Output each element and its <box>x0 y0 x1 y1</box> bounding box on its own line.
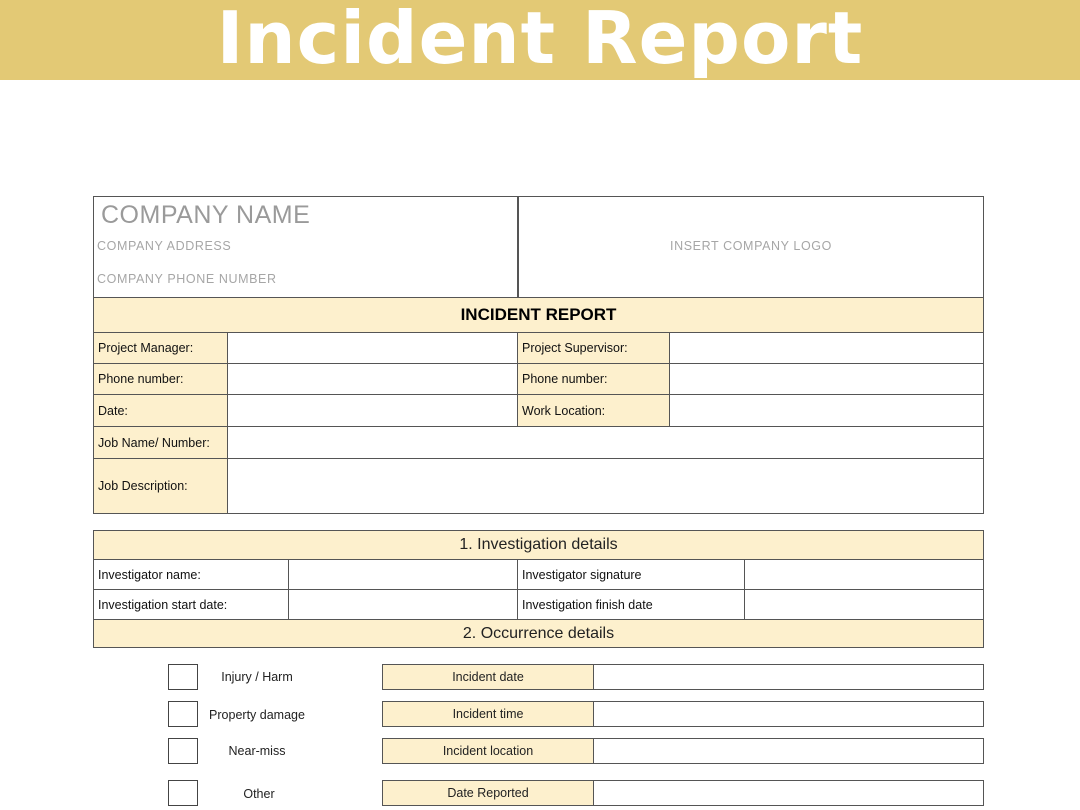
date-label: Date: <box>93 394 228 427</box>
investigation-start-date-field[interactable] <box>288 589 518 620</box>
company-phone: COMPANY PHONE NUMBER <box>97 272 277 286</box>
title-banner <box>0 0 1080 80</box>
project-manager-label: Project Manager: <box>93 332 228 364</box>
incident-time-label-text: Incident time <box>452 707 524 721</box>
incident-report-title: INCIDENT REPORT <box>460 305 617 324</box>
incident-location-label <box>382 738 594 764</box>
incident-date-field[interactable] <box>593 664 984 690</box>
incident-time-field[interactable] <box>593 701 984 727</box>
company-address: COMPANY ADDRESS <box>97 239 232 253</box>
investigator-signature-field[interactable] <box>744 559 984 590</box>
banner-title: Incident Report <box>216 0 864 80</box>
job-description-label: Job Description: <box>93 458 228 514</box>
date-field[interactable] <box>227 394 518 427</box>
incident-location-field[interactable] <box>593 738 984 764</box>
project-manager-field[interactable] <box>227 332 518 364</box>
work-location-field[interactable] <box>669 394 984 427</box>
incident-location-label-text: Incident location <box>442 744 534 758</box>
incident-time-label <box>382 701 594 727</box>
occurrence-details-header <box>93 619 984 648</box>
property-damage-label: Property damage <box>209 708 305 722</box>
phone-number-label-right: Phone number: <box>517 363 670 395</box>
investigation-finish-date-label: Investigation finish date <box>517 589 745 620</box>
incident-report-header <box>93 297 984 333</box>
near-miss-checkbox[interactable] <box>168 738 198 764</box>
job-name-number-field[interactable] <box>227 426 984 459</box>
project-supervisor-label: Project Supervisor: <box>517 332 670 364</box>
investigation-details-title: 1. Investigation details <box>459 536 618 553</box>
phone-number-field-right[interactable] <box>669 363 984 395</box>
company-name: COMPANY NAME <box>101 201 311 229</box>
other-checkbox[interactable] <box>168 780 198 806</box>
date-reported-label-text: Date Reported <box>447 786 529 800</box>
incident-date-label-text: Incident date <box>452 670 524 684</box>
other-label: Other <box>243 787 275 801</box>
work-location-label: Work Location: <box>517 394 670 427</box>
investigation-start-date-label: Investigation start date: <box>93 589 289 620</box>
investigation-details-header <box>93 530 984 560</box>
date-reported-label <box>382 780 594 806</box>
phone-number-label-left: Phone number: <box>93 363 228 395</box>
investigator-name-label: Investigator name: <box>93 559 289 590</box>
investigation-finish-date-field[interactable] <box>744 589 984 620</box>
injury-harm-checkbox[interactable] <box>168 664 198 690</box>
property-damage-checkbox[interactable] <box>168 701 198 727</box>
injury-harm-label: Injury / Harm <box>221 670 293 684</box>
job-name-number-label: Job Name/ Number: <box>93 426 228 459</box>
project-supervisor-field[interactable] <box>669 332 984 364</box>
near-miss-label: Near-miss <box>228 744 286 758</box>
company-logo-placeholder: INSERT COMPANY LOGO <box>670 239 832 253</box>
job-description-field[interactable] <box>227 458 984 514</box>
investigator-name-field[interactable] <box>288 559 518 590</box>
occurrence-details-title: 2. Occurrence details <box>462 624 615 642</box>
investigator-signature-label: Investigator signature <box>517 559 745 590</box>
incident-date-label <box>382 664 594 690</box>
phone-number-field-left[interactable] <box>227 363 518 395</box>
date-reported-field[interactable] <box>593 780 984 806</box>
